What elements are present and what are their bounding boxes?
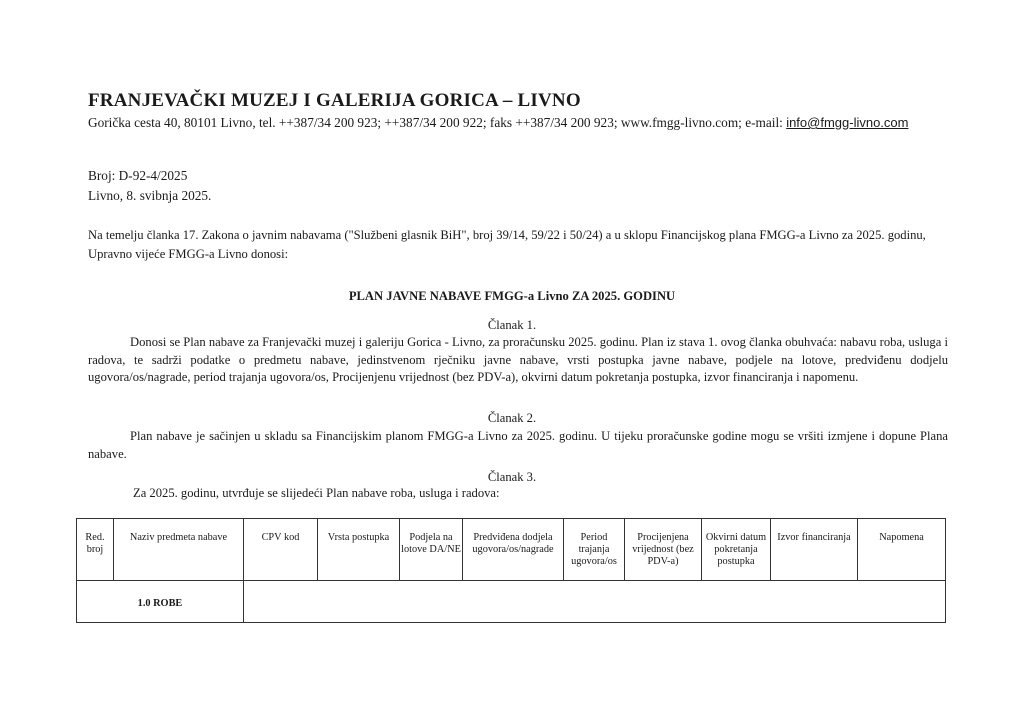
email-link[interactable]: info@fmgg-livno.com: [786, 115, 909, 130]
table-row: [77, 581, 946, 623]
address-text: Gorička cesta 40, 80101 Livno, tel. ++387/34 200 923; ++387/34 200 922; faks ++387/34 200 923; www.fmgg-livno.com; e-mail:: [88, 115, 787, 130]
article-2-heading: Članak 2.: [487, 411, 537, 425]
column-header: Napomena: [858, 519, 946, 581]
column-header: Predviđena dodjela ugovora/os/nagrade: [463, 519, 564, 581]
document-place-date: Livno, 8. svibnja 2025.: [88, 188, 212, 203]
column-header: Okvirni datum pokretanja postupka: [702, 519, 771, 581]
article-3-heading: Članak 3.: [487, 470, 537, 484]
column-header: Podjela na lotove DA/NE: [400, 519, 463, 581]
empty-cell: [244, 581, 946, 623]
column-header: Naziv predmeta nabave: [114, 519, 244, 581]
column-header: Procijenjena vrijednost (bez PDV-a): [625, 519, 702, 581]
table-header-row: [77, 519, 946, 581]
document-number: Broj: D-92-4/2025: [88, 168, 188, 183]
column-header: Izvor financiranja: [771, 519, 858, 581]
article-1-heading: Članak 1.: [487, 318, 537, 332]
column-header: Red. broj: [77, 519, 114, 581]
article-2-text: Plan nabave je sačinjen u skladu sa Financijskim planom FMGG-a Livno za 2025. godinu. U tijeku proračunske godine mogu se vršiti izmjene i dopune Plana nabave.: [88, 429, 948, 461]
column-header: Period trajanja ugovora/os: [564, 519, 625, 581]
column-header: Vrsta postupka: [318, 519, 400, 581]
section-label-robe: 1.0 ROBE: [77, 581, 244, 623]
column-header: CPV kod: [244, 519, 318, 581]
procurement-plan-table: [76, 518, 946, 623]
intro-paragraph: Na temelju članka 17. Zakona o javnim nabavama ("Službeni glasnik BiH", broj 39/14, 59/22 i 50/24) a u sklopu Financijskog plana FMGG-a Livno za 2025. godinu, Upravno vijeće FMGG-a Livno donosi:: [88, 228, 926, 261]
plan-title: PLAN JAVNE NABAVE FMGG-a Livno ZA 2025. GODINU: [348, 289, 676, 303]
article-1-text: Donosi se Plan nabave za Franjevački muzej i galeriju Gorica - Livno, za proračunsku 2025. godinu. Plan iz stava 1. ovog članka obuhvaća: nabavu roba, usluga i radova, te sadrži podatke o predmetu nabave, jedinstvenom rječniku javne nabave, vrsti postupka javne nabave, podjele na lotove, predviđenu dodjelu ugovora/os/nagrade, period trajanja ugovora/os, Procijenjenu vrijednost (bez PDV-a), okvirni datum pokretanja postupka, izvor financiranja i napomenu.: [88, 335, 948, 384]
address-line: [88, 113, 948, 132]
organization-name: FRANJEVAČKI MUZEJ I GALERIJA GORICA – LIVNO: [88, 90, 581, 111]
article-3-text: Za 2025. godinu, utvrđuje se slijedeći Plan nabave roba, usluga i radova:: [133, 486, 500, 500]
